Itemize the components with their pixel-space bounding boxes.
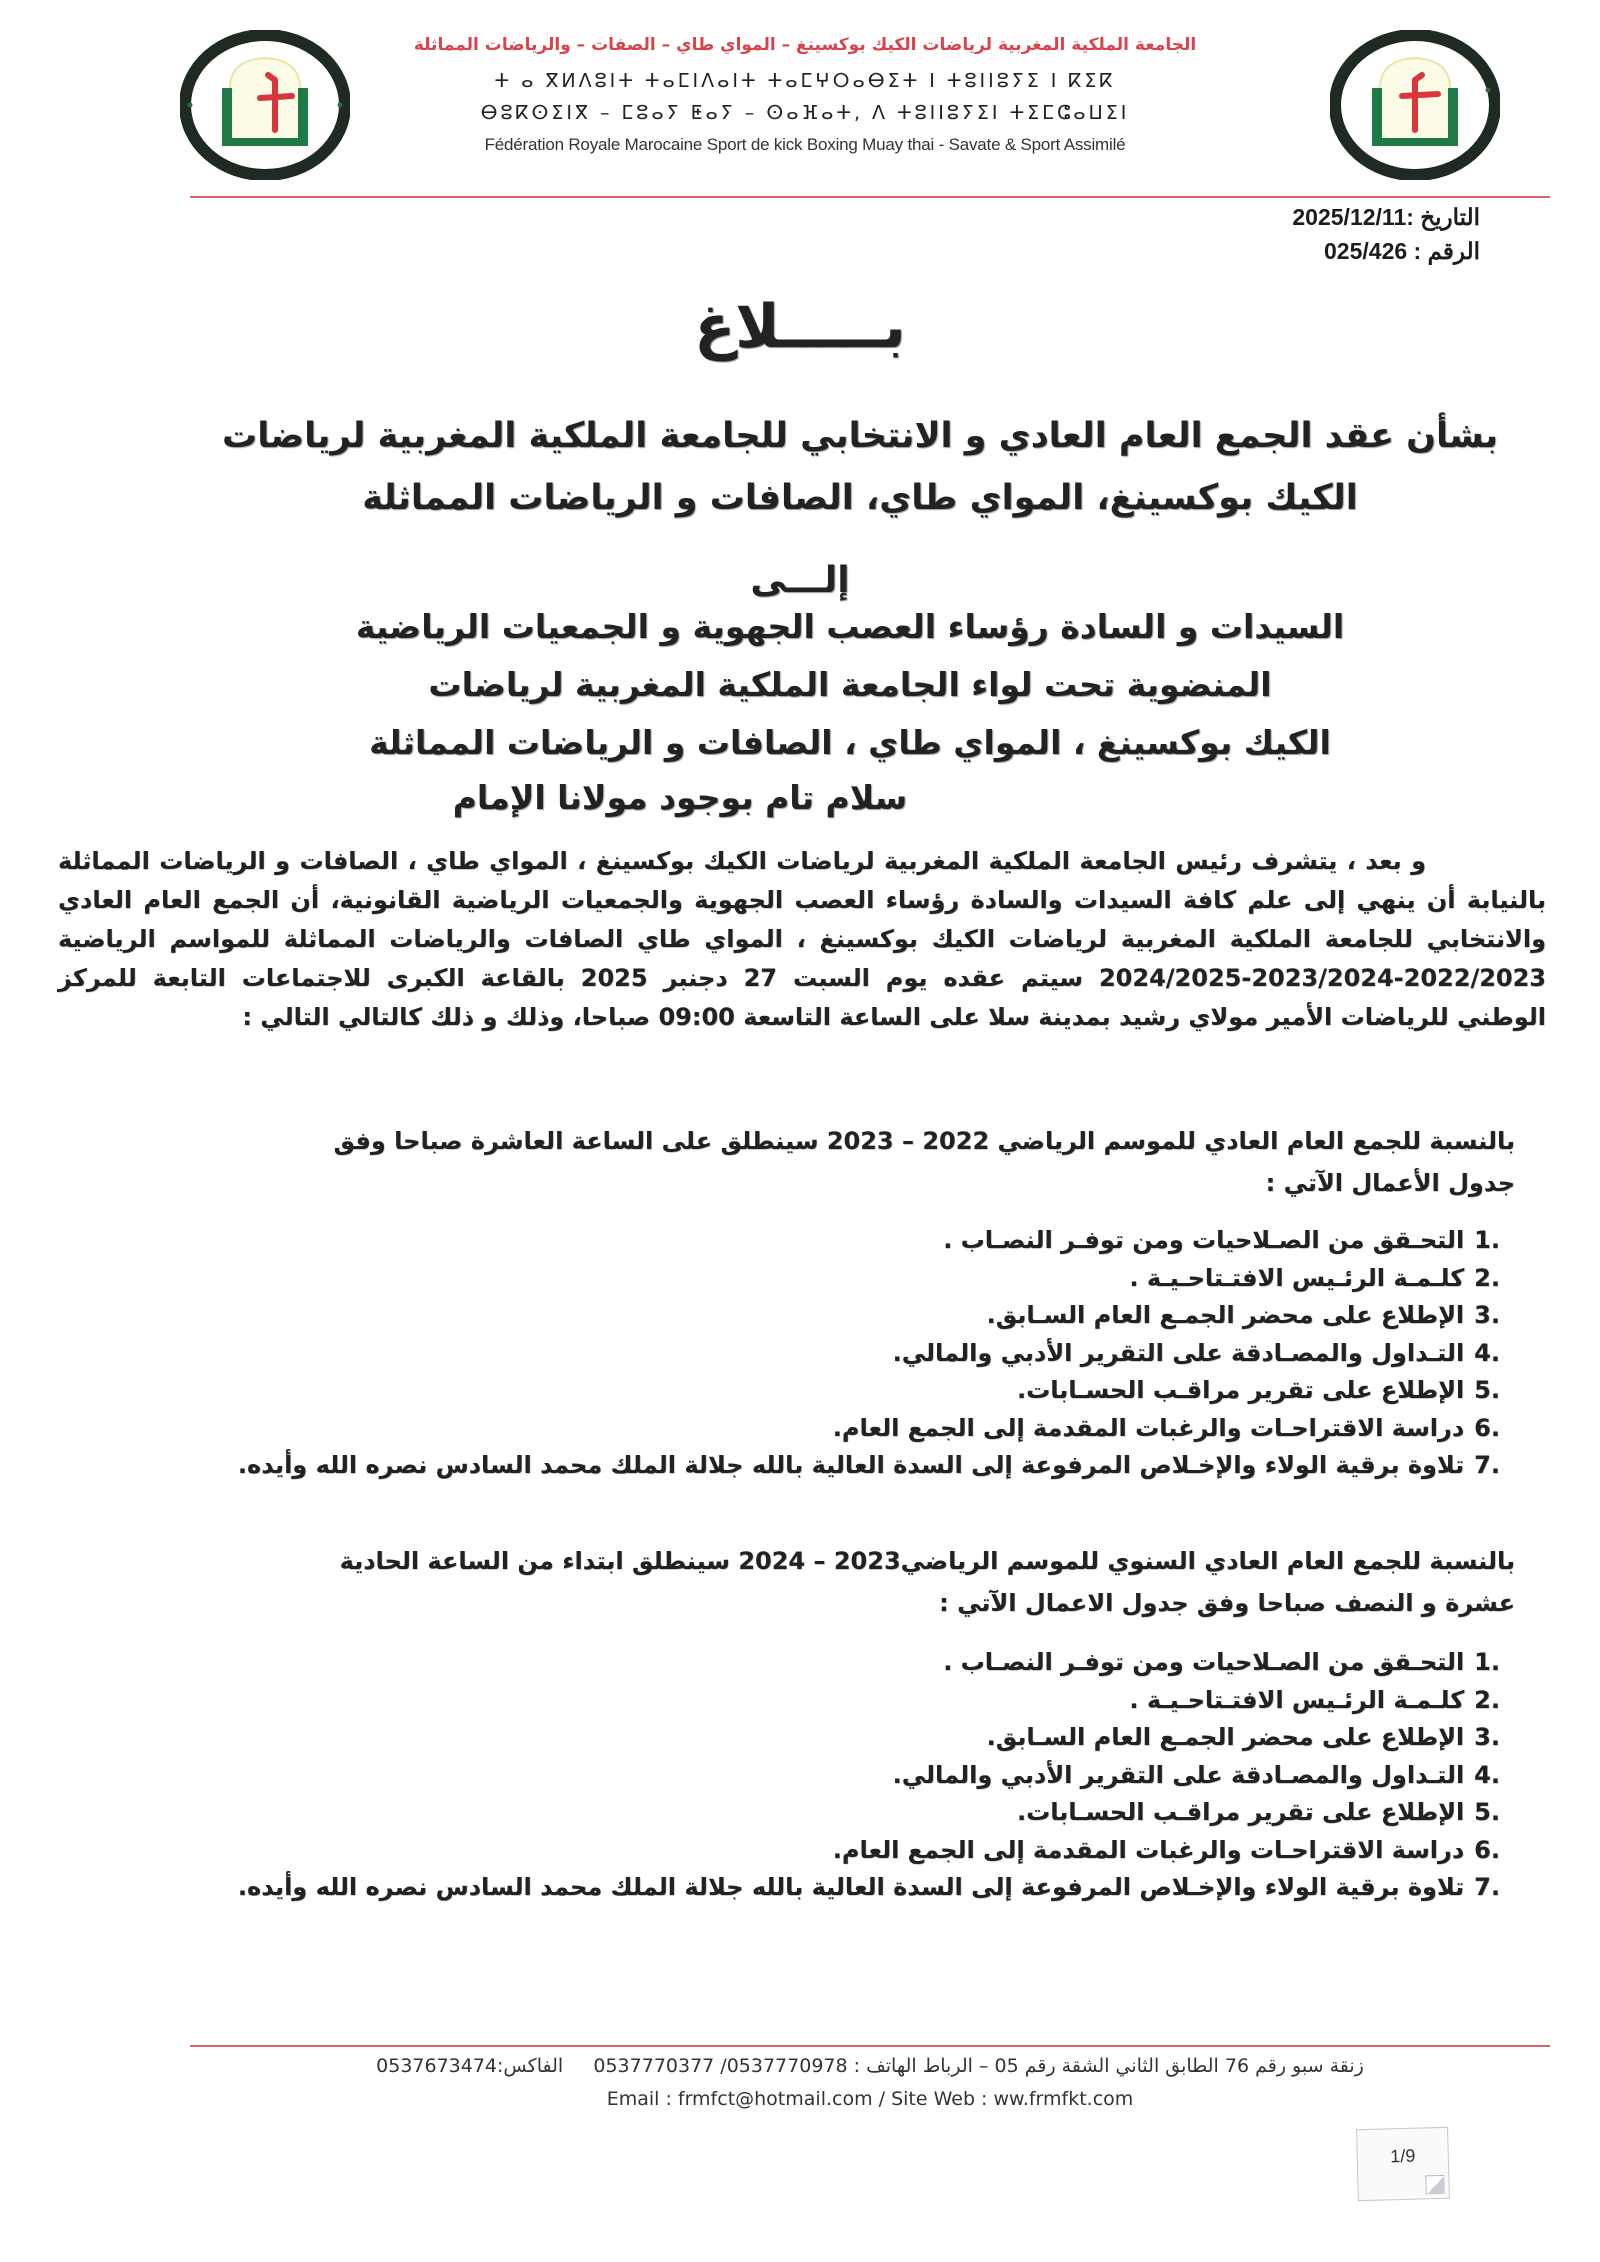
agenda-item — [238, 1260, 1500, 1298]
agenda-item-text: دراسة الاقتراحـات والرغبات المقدمة إلى الجمع العام. — [832, 1413, 1465, 1442]
agenda-item — [238, 1832, 1500, 1870]
agenda-item-text: كلـمـة الرئـيس الافتـتاحـيـة . — [1129, 1263, 1465, 1292]
agenda-item — [238, 1869, 1500, 1907]
recipient-label: إلـــى — [750, 560, 850, 601]
reference-row — [1292, 234, 1480, 268]
agenda-item — [238, 1682, 1500, 1720]
footer-contact: Email : frmfct@hotmail.com / Site Web : ww.frmfkt.com — [606, 2088, 1134, 2110]
agenda-item-number: 1. — [1474, 1648, 1500, 1676]
agenda-item-number: 6. — [1474, 1835, 1500, 1864]
agenda-item-number: 7. — [1474, 1451, 1500, 1479]
page-curl-icon — [1425, 2175, 1444, 2194]
intro-text: و بعد ، يتشرف رئيس الجامعة الملكية المغربية لرياضات الكيك بوكسينغ ، المواي طاي ، الصافات و الرياضات المماثلة بالنيابة أن ينهي إلى علم كافة السيدات والسادة رؤساء العصب الجهوية والجمعيات الرياضية القانونية، أن الجمع العام العادي والانتخابي للجامعة الملكية المغربية لرياضات الكيك بوكسينغ ، المواي طاي الصافات والرياضات المماثلة للمواسم الرياضية 2022/2023-2023/2024-2024/2025 سيتم عقده يوم السبت 27 دجنبر 2025 بالقاعة الكبرى للاجتماعات التابعة للمركز الوطني للرياضات الأمير مولاي رشيد بمدينة سلا على الساعة التاسعة 09:00 صباحا، وذلك و ذلك كالتالي التالي : — [58, 847, 1546, 1031]
agenda-item — [238, 1794, 1500, 1832]
subject-line: الكيك بوكسينغ، المواي طاي، الصافات و الرياضات المماثلة — [362, 478, 1358, 518]
emblem-icon — [180, 30, 350, 180]
date-label: التاريخ : — [1406, 204, 1480, 230]
addressee-line: الكيك بوكسينغ ، المواي طاي ، الصافات و الرياضات المماثلة — [369, 723, 1331, 762]
federation-name-french: Fédération Royale Marocaine Sport de kick Boxing Muay thai - Savate & Sport Assimilé — [484, 135, 1126, 154]
federation-logo-right — [1330, 30, 1500, 180]
agenda-item-text: الإطلاع على محضر الجمـع العام السـابق. — [986, 1723, 1465, 1751]
reference-label: الرقم : — [1413, 238, 1480, 264]
agenda-item — [238, 1372, 1500, 1410]
agenda-item-number: 2. — [1474, 1263, 1500, 1292]
document-meta — [1292, 200, 1480, 268]
agenda-item-text: الإطلاع على محضر الجمـع العام السـابق. — [986, 1301, 1465, 1329]
document-title: بـــــلاغ — [694, 292, 906, 362]
agenda-item — [238, 1335, 1500, 1373]
intro-paragraph — [58, 842, 1546, 1037]
reference-value: 025/426 — [1324, 238, 1408, 264]
agenda-item-number: 3. — [1474, 1301, 1500, 1329]
phone-numbers: 0537770377 /0537770978 — [593, 2055, 848, 2077]
page-number-badge — [1356, 2127, 1450, 2201]
agenda-item-number: 4. — [1474, 1338, 1500, 1367]
agenda-item — [238, 1644, 1500, 1682]
address-text: زنقة سبو رقم 76 الطابق الثاني الشقة رقم 05 – الرباط الهاتف : — [853, 2055, 1364, 2077]
agenda-item — [238, 1757, 1500, 1795]
agenda-item-text: كلـمـة الرئـيس الافتـتاحـيـة . — [1129, 1685, 1465, 1714]
document-subject — [170, 405, 1550, 529]
footer-divider — [190, 2045, 1550, 2047]
date-value: 2025/12/11 — [1292, 204, 1407, 230]
addressees — [280, 598, 1420, 772]
agenda-item-text: التـداول والمصـادقة على التقرير الأدبي والمالي. — [892, 1760, 1465, 1789]
agenda-item-number: 5. — [1474, 1798, 1500, 1826]
header-divider — [190, 196, 1550, 198]
agenda-item-number: 7. — [1474, 1873, 1500, 1901]
section-intro-line: جدول الأعمال الآتي : — [1265, 1169, 1515, 1197]
agenda-item-number: 6. — [1474, 1413, 1500, 1442]
section-intro-line: بالنسبة للجمع العام العادي للموسم الرياضي 2022 – 2023 سينطلق على الساعة العاشرة صباحا وفق — [333, 1127, 1515, 1155]
agenda-item-text: تلاوة برقية الولاء والإخـلاص المرفوعة إلى السدة العالية بالله جلالة الملك محمد السادس نصره الله وأيده. — [237, 1451, 1465, 1479]
federation-name-arabic: الجامعة الملكية المغربية لرياضات الكيك بوكسينغ – المواي طاي – الصفات – والرياضات المماثلة — [413, 35, 1197, 55]
agenda-item — [238, 1719, 1500, 1757]
page-number: 1/9 — [1390, 2145, 1416, 2167]
agenda-item — [238, 1297, 1500, 1335]
footer-address — [190, 2055, 1550, 2077]
section-intro-2022-2023 — [140, 1120, 1515, 1204]
agenda-item-text: تلاوة برقية الولاء والإخـلاص المرفوعة إلى السدة العالية بالله جلالة الملك محمد السادس نصره الله وأيده. — [237, 1873, 1465, 1901]
emblem-icon — [1330, 30, 1500, 180]
federation-name-tifinagh-line1: ⵜ ⴰ ⴳⵍⴷⵓⵏⵜ ⵜⴰⵎⵏⴷⴰⵏⵜ ⵜⴰⵎⵖⵔⴰⴱⵉⵜ ⵏ ⵜⵓⵏⵏⵓⵢⵉ ⵏ ⴽⵉⴽ — [494, 70, 1116, 92]
federation-name-tifinagh-line2: ⴱⵓⴽⵙⵉⵏⴳ – ⵎⵓⴰⵢ ⵟⴰⵢ – ⵙⴰⴼⴰⵜ, ⴷ ⵜⵓⵏⵏⵓⵢⵉⵏ ⵜⵉⵎⵛⴰⵡⵉⵏ — [480, 102, 1130, 124]
addressee-line: السيدات و السادة رؤساء العصب الجهوية و الجمعيات الرياضية — [355, 607, 1345, 646]
fax-label: الفاكس: — [497, 2055, 564, 2077]
subject-line: بشأن عقد الجمع العام العادي و الانتخابي للجامعة الملكية المغربية لرياضات — [222, 416, 1498, 456]
agenda-item-number: 4. — [1474, 1760, 1500, 1789]
date-row — [1292, 200, 1480, 234]
agenda-list-2023-2024 — [238, 1644, 1500, 1907]
agenda-item-number: 2. — [1474, 1685, 1500, 1714]
agenda-item — [238, 1410, 1500, 1448]
agenda-item-number: 5. — [1474, 1376, 1500, 1404]
fax-number: 0537673474 — [376, 2055, 498, 2077]
section-intro-line: بالنسبة للجمع العام العادي السنوي للموسم الرياضي2023 – 2024 سينطلق ابتداء من الساعة الحادية — [339, 1547, 1515, 1575]
section-intro-line: عشرة و النصف صباحا وفق جدول الاعمال الآتي : — [939, 1589, 1515, 1617]
agenda-item — [238, 1222, 1500, 1260]
greeting: سلام تام بوجود مولانا الإمام — [452, 778, 908, 817]
agenda-item-text: الإطلاع على تقرير مراقـب الحسـابات. — [1017, 1376, 1465, 1404]
agenda-list-2022-2023 — [238, 1222, 1500, 1485]
agenda-item-number: 3. — [1474, 1723, 1500, 1751]
federation-logo-left — [180, 30, 350, 180]
section-intro-2023-2024 — [130, 1540, 1515, 1624]
agenda-item-text: دراسة الاقتراحـات والرغبات المقدمة إلى الجمع العام. — [832, 1835, 1465, 1864]
agenda-item-number: 1. — [1474, 1226, 1500, 1254]
addressee-line: المنضوية تحت لواء الجامعة الملكية المغربية لرياضات — [428, 665, 1272, 704]
agenda-item-text: التحـقق من الصـلاحيات ومن توفـر النصـاب . — [943, 1648, 1465, 1676]
agenda-item-text: التـداول والمصـادقة على التقرير الأدبي والمالي. — [892, 1338, 1465, 1367]
agenda-item-text: الإطلاع على تقرير مراقـب الحسـابات. — [1017, 1798, 1465, 1826]
agenda-item — [238, 1447, 1500, 1485]
agenda-item-text: التحـقق من الصـلاحيات ومن توفـر النصـاب . — [943, 1226, 1465, 1254]
